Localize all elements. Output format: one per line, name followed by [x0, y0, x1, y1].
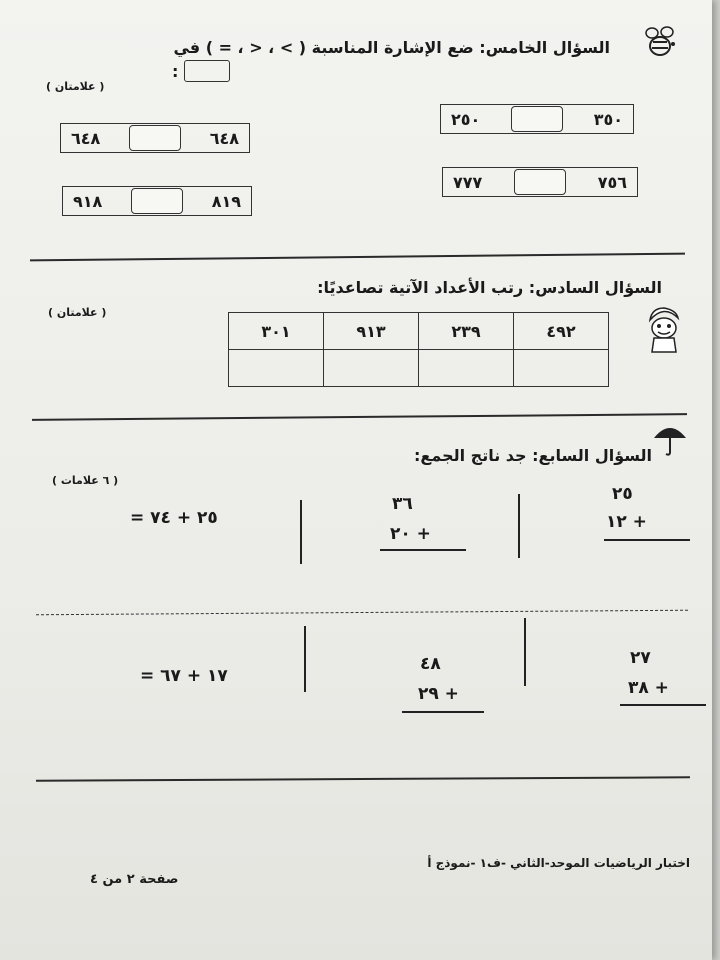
q7-r1-separator-1 — [518, 494, 520, 558]
q7-r2-col-b-bottom: ٢٩ + — [418, 684, 459, 704]
q7-r1-col-b-bottom: ٢٠ + — [390, 524, 431, 544]
q6-number-cell: ٩١٣ — [324, 313, 419, 350]
q7-r1-horizontal-sum: = ٢٥ + ٧٤ — [130, 508, 218, 528]
q6-answer-cell[interactable] — [419, 350, 514, 387]
q7-r1-col-a-bottom: ١٢ + — [606, 512, 647, 532]
q5-pair-4-left: ٧٧٧ — [453, 172, 483, 192]
q7-title: السؤال السابع: جد ناتج الجمع: — [414, 446, 652, 465]
q6-title: السؤال السادس: رتب الأعداد الآتية تصاعديًا: — [317, 278, 662, 297]
q5-pair-1-answer-box[interactable] — [129, 125, 181, 151]
q7-r2-separator-2 — [304, 626, 306, 692]
q7-r2-col-b-answer-line[interactable] — [402, 711, 484, 713]
q5-answer-blank-example — [184, 60, 230, 82]
q5-pair-1 — [60, 123, 250, 153]
footer-exam-title: اختبار الرياضيات الموحد-الثاني -ف١ -نموذج أ — [427, 856, 690, 870]
q5-pair-1-right: ٦٤٨ — [209, 128, 239, 148]
q7-r2-col-a-top: ٢٧ — [630, 648, 651, 668]
q5-pair-4 — [442, 167, 638, 197]
q5-pair-3-left: ٩١٨ — [73, 191, 103, 211]
q7-r2-col-a-answer-line[interactable] — [620, 704, 706, 706]
q6-answer-cell[interactable] — [514, 350, 609, 387]
q7-r1-separator-2 — [300, 500, 302, 564]
section-divider-1 — [30, 253, 685, 262]
q5-pair-2-answer-box[interactable] — [511, 106, 563, 132]
q5-pair-1-left: ٦٤٨ — [71, 128, 101, 148]
q7-r1-col-b-top: ٣٦ — [392, 494, 413, 514]
q5-pair-3-right: ٨١٩ — [211, 191, 241, 211]
q5-pair-3 — [62, 186, 252, 216]
q6-answer-cell[interactable] — [324, 350, 419, 387]
q7-r2-horizontal-sum: = ١٧ + ٦٧ — [140, 666, 228, 686]
q5-pair-4-answer-box[interactable] — [514, 169, 566, 195]
footer-page-number: صفحة ٢ من ٤ — [90, 872, 179, 887]
umbrella-icon — [650, 418, 690, 462]
q7-r2-col-b-top: ٤٨ — [420, 654, 441, 674]
q6-answer-cell[interactable] — [229, 350, 324, 387]
q7-r1-col-a-top: ٢٥ — [612, 484, 633, 504]
bee-icon — [640, 24, 680, 66]
q6-ordering-table — [228, 312, 609, 387]
q5-pair-4-right: ٧٥٦ — [597, 172, 627, 192]
q5-pair-2-left: ٢٥٠ — [451, 109, 481, 129]
q7-r1-col-b-answer-line[interactable] — [380, 549, 466, 551]
q5-colon: : — [172, 62, 179, 81]
table-row — [229, 350, 609, 387]
section-divider-3 — [36, 776, 690, 781]
q6-marks: ( علامتان ) — [48, 306, 107, 319]
q6-number-cell: ٣٠١ — [229, 313, 324, 350]
q5-marks: ( علامتان ) — [46, 80, 105, 93]
q7-r2-separator-1 — [524, 618, 526, 686]
q5-pair-2-right: ٣٥٠ — [593, 109, 623, 129]
q5-pair-2 — [440, 104, 634, 134]
cartoon-character-icon — [642, 302, 686, 362]
section-divider-2 — [32, 413, 687, 421]
q7-marks: ( ٦ علامات ) — [52, 474, 119, 487]
q6-number-cell: ٢٣٩ — [419, 313, 514, 350]
q5-pair-3-answer-box[interactable] — [131, 188, 183, 214]
q5-title: السؤال الخامس: ضع الإشارة المناسبة ( > ، < ، = ) في — [173, 38, 610, 57]
q7-row-divider — [36, 610, 688, 616]
q7-r1-col-a-answer-line[interactable] — [604, 539, 690, 541]
table-row — [229, 313, 609, 350]
q7-r2-col-a-bottom: ٣٨ + — [628, 678, 669, 698]
q6-number-cell: ٤٩٢ — [514, 313, 609, 350]
